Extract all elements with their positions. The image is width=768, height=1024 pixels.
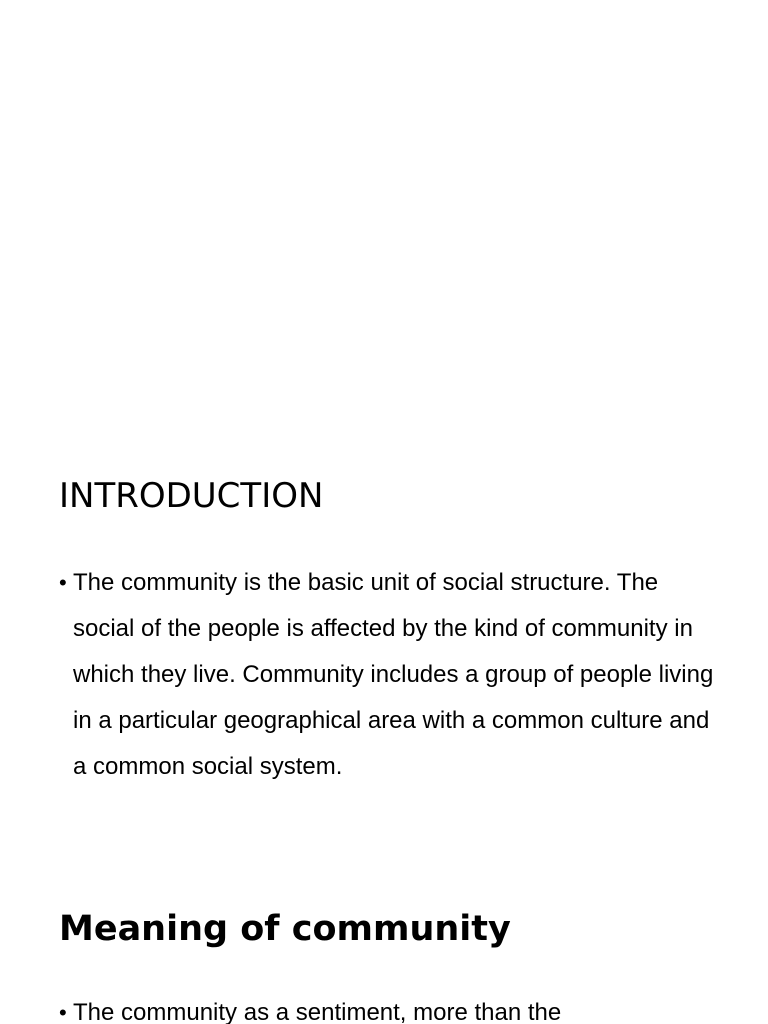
introduction-paragraph: The community is the basic unit of social structure. The social of the people is affected by the kind of community in which they live. Community includes a group of people living in a particular geographical area with a common culture and a common social system. <box>73 569 714 780</box>
introduction-heading: INTRODUCTION <box>59 476 324 516</box>
introduction-bullet-item <box>59 560 719 790</box>
meaning-of-community-heading: Meaning of community <box>59 909 511 949</box>
meaning-paragraph: The community as a sentiment, more than the <box>73 999 562 1024</box>
bullet-icon: • <box>59 1000 67 1024</box>
bullet-icon: • <box>59 570 67 595</box>
meaning-bullet-item <box>59 990 719 1024</box>
